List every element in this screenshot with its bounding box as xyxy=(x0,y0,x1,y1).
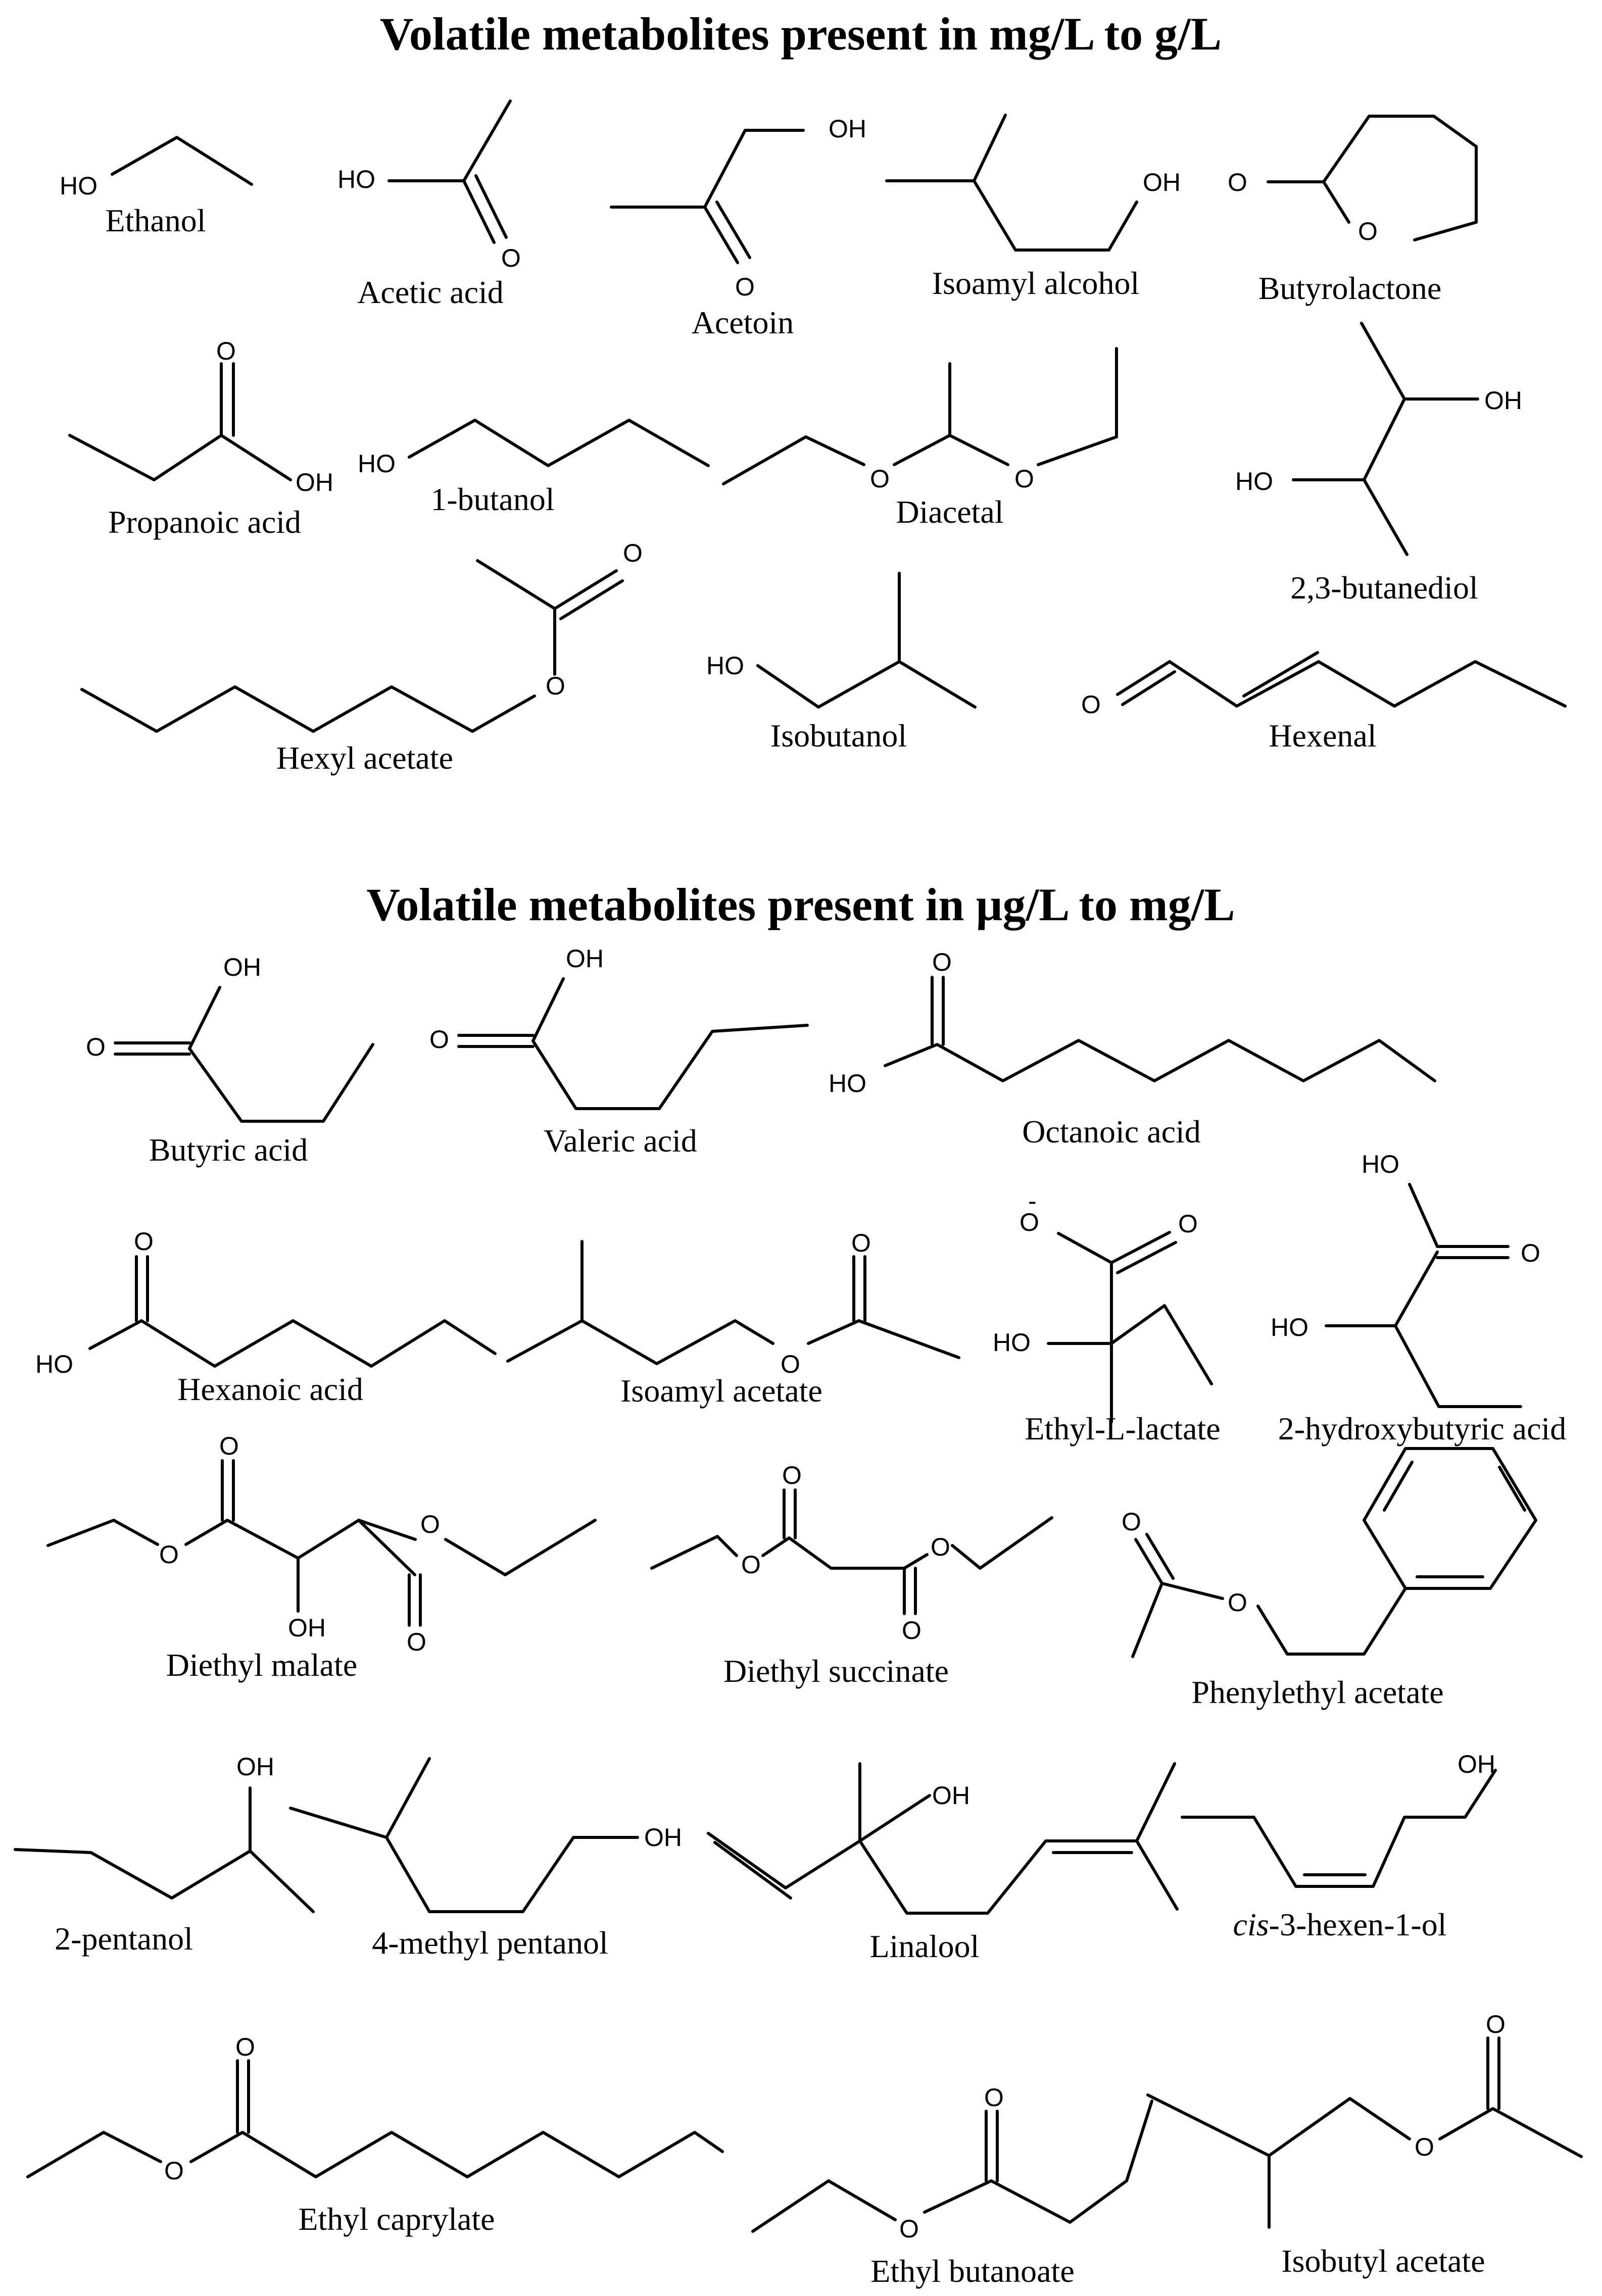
compound-name-4-methyl-pentanol: 4-methyl pentanol xyxy=(372,1925,608,1961)
structure-hexenal xyxy=(1081,653,1565,754)
compound-name-phenylethyl-acetate: Phenylethyl acetate xyxy=(1191,1674,1444,1710)
structure-2-pentanol xyxy=(15,1753,313,1957)
section-1-title: Volatile metabolites present in mg/L to g/L xyxy=(379,8,1222,60)
structure-propanoic-acid xyxy=(70,337,333,540)
structure-2-3-butanediol xyxy=(1235,323,1522,606)
atom-label: O xyxy=(1178,1210,1198,1238)
atom-label: O xyxy=(1415,2133,1434,2161)
compound-name-ethanol: Ethanol xyxy=(105,203,206,238)
atom-label: OH xyxy=(1143,168,1181,196)
structure-linalool xyxy=(708,1764,1177,1964)
atom-label: O xyxy=(899,2215,919,2243)
atom-label: HO xyxy=(1235,467,1273,495)
structure-4-methyl-pentanol xyxy=(290,1759,682,1961)
structure-phenylethyl-acetate xyxy=(1122,1449,1536,1710)
compound-name-ethyl-l-lactate: Ethyl-L-lactate xyxy=(1025,1411,1221,1446)
compound-name-2-pentanol: 2-pentanol xyxy=(55,1921,193,1957)
structure-hexyl-acetate xyxy=(82,539,643,776)
atom-label: O xyxy=(781,1350,800,1378)
atom-label: O xyxy=(546,672,565,700)
compound-name-2-hydroxybutyric-acid: 2-hydroxybutyric acid xyxy=(1278,1411,1567,1446)
atom-label: O xyxy=(931,1533,950,1561)
atom-label: OH xyxy=(296,468,333,496)
atom-label: HO xyxy=(829,1069,866,1097)
structure-valeric-acid xyxy=(429,944,807,1159)
atom-label: O xyxy=(741,1551,761,1579)
structure-isoamyl-acetate xyxy=(508,1229,959,1409)
atom-label: HO xyxy=(1271,1313,1308,1341)
structure-acetoin xyxy=(611,111,866,340)
atom-label: O xyxy=(86,1033,106,1061)
atom-label: HO xyxy=(358,450,396,478)
compound-name-acetoin: Acetoin xyxy=(691,305,794,340)
structure-cis-3-hexen-1-ol xyxy=(1182,1750,1495,1942)
structure-ethyl-l-lactate xyxy=(993,1187,1221,1446)
atom-label: O xyxy=(407,1628,426,1656)
atom-label: OH xyxy=(566,944,604,973)
atom-label: OH xyxy=(829,115,866,143)
atom-label: HO xyxy=(1362,1150,1399,1178)
compound-name-acetic-acid: Acetic acid xyxy=(357,274,504,310)
structure-hexanoic-acid xyxy=(35,1227,495,1407)
structure-ethyl-caprylate xyxy=(28,2033,722,2237)
compound-name-isobutyl-acetate: Isobutyl acetate xyxy=(1281,2243,1485,2279)
compound-name-isoamyl-acetate: Isoamyl acetate xyxy=(620,1373,822,1409)
atom-label: O xyxy=(623,539,643,567)
compound-name-2-3-butanediol: 2,3-butanediol xyxy=(1290,570,1478,606)
compound-name-linalool: Linalool xyxy=(869,1928,980,1964)
atom-label: HO xyxy=(706,652,744,680)
structure-diethyl-succinate xyxy=(652,1461,1052,1689)
compound-name-diethyl-malate: Diethyl malate xyxy=(166,1647,358,1683)
compound-name-ethyl-caprylate: Ethyl caprylate xyxy=(298,2201,495,2237)
compound-name-butyrolactone: Butyrolactone xyxy=(1258,270,1442,306)
compound-name-1-butanol: 1-butanol xyxy=(430,481,555,517)
structure-isobutyl-acetate xyxy=(1148,2010,1581,2279)
compound-name-cis-3-hexen-1-ol xyxy=(1233,1907,1447,1942)
atom-label: O xyxy=(235,2033,255,2061)
atom-label: O xyxy=(1020,1208,1039,1236)
atom-label: OH xyxy=(644,1823,682,1852)
structure-isoamyl-alcohol xyxy=(887,115,1181,301)
atom-label: OH xyxy=(288,1614,326,1642)
atom-label: O xyxy=(164,2157,184,2185)
structure-diacetal xyxy=(723,348,1116,530)
atom-label: O xyxy=(1081,690,1101,719)
atom-label: OH xyxy=(236,1753,274,1781)
structure-1-butanol xyxy=(358,420,708,517)
compound-name-isobutanol: Isobutanol xyxy=(770,718,907,754)
atom-label: OH xyxy=(223,953,261,981)
structure-ethyl-butanoate xyxy=(753,2083,1152,2289)
atom-label: O xyxy=(902,1616,921,1644)
atom-label: O xyxy=(159,1540,179,1569)
compound-name-diacetal: Diacetal xyxy=(896,494,1004,530)
atom-label: O xyxy=(1014,465,1034,493)
compound-name-butyric-acid: Butyric acid xyxy=(149,1132,308,1168)
compound-name-propanoic-acid: Propanoic acid xyxy=(108,504,302,540)
atom-label: O xyxy=(1122,1508,1141,1536)
compound-name-hexenal: Hexenal xyxy=(1269,718,1377,754)
atom-label: O xyxy=(735,273,755,301)
hexenol-suffix: -3-hexen-1-ol xyxy=(1269,1907,1447,1942)
atom-label: O xyxy=(501,244,521,272)
structure-2-hydroxybutyric-acid xyxy=(1271,1150,1566,1446)
atom-label: O xyxy=(782,1461,802,1489)
structure-isobutanol xyxy=(706,573,975,754)
structure-ethanol xyxy=(60,137,252,238)
atom-label: O xyxy=(932,948,952,976)
atom-label: O xyxy=(1228,1588,1247,1617)
atom-label: OH xyxy=(1458,1750,1495,1778)
structure-diethyl-malate xyxy=(48,1432,595,1683)
cis-prefix: cis xyxy=(1233,1907,1269,1942)
atom-label: O xyxy=(429,1025,449,1054)
atom-label: HO xyxy=(60,172,98,200)
atom-label: HO xyxy=(35,1350,73,1378)
compound-name-hexyl-acetate: Hexyl acetate xyxy=(276,740,453,776)
structure-butyric-acid xyxy=(86,953,373,1168)
atom-label: O xyxy=(1228,168,1247,196)
atom-label: O xyxy=(134,1227,154,1256)
atom-label: HO xyxy=(993,1328,1031,1357)
structure-octanoic-acid xyxy=(829,948,1435,1150)
atom-label: O xyxy=(870,465,890,493)
atom-label: O xyxy=(219,1432,239,1460)
compound-name-isoamyl-alcohol: Isoamyl alcohol xyxy=(932,265,1140,301)
atom-label: HO xyxy=(337,165,375,193)
atom-label: OH xyxy=(1484,386,1522,415)
atom-label: O xyxy=(851,1229,871,1257)
structure-acetic-acid xyxy=(337,101,521,310)
atom-label: - xyxy=(1028,1187,1037,1215)
atom-label: O xyxy=(1486,2010,1506,2038)
structure-butyrolactone xyxy=(1228,116,1476,306)
compound-name-diethyl-succinate: Diethyl succinate xyxy=(723,1653,949,1689)
atom-label: O xyxy=(1521,1239,1540,1267)
atom-label: O xyxy=(216,337,236,365)
compound-name-hexanoic-acid: Hexanoic acid xyxy=(177,1371,363,1407)
section-2-title: Volatile metabolites present in µg/L to mg/L xyxy=(366,879,1235,930)
atom-label: O xyxy=(984,2083,1004,2112)
compound-name-valeric-acid: Valeric acid xyxy=(544,1123,697,1159)
compound-name-octanoic-acid: Octanoic acid xyxy=(1022,1114,1201,1150)
atom-label: O xyxy=(1358,217,1378,245)
atom-label: OH xyxy=(932,1781,970,1810)
atom-label: O xyxy=(420,1510,440,1538)
compound-name-ethyl-butanoate: Ethyl butanoate xyxy=(870,2253,1075,2289)
